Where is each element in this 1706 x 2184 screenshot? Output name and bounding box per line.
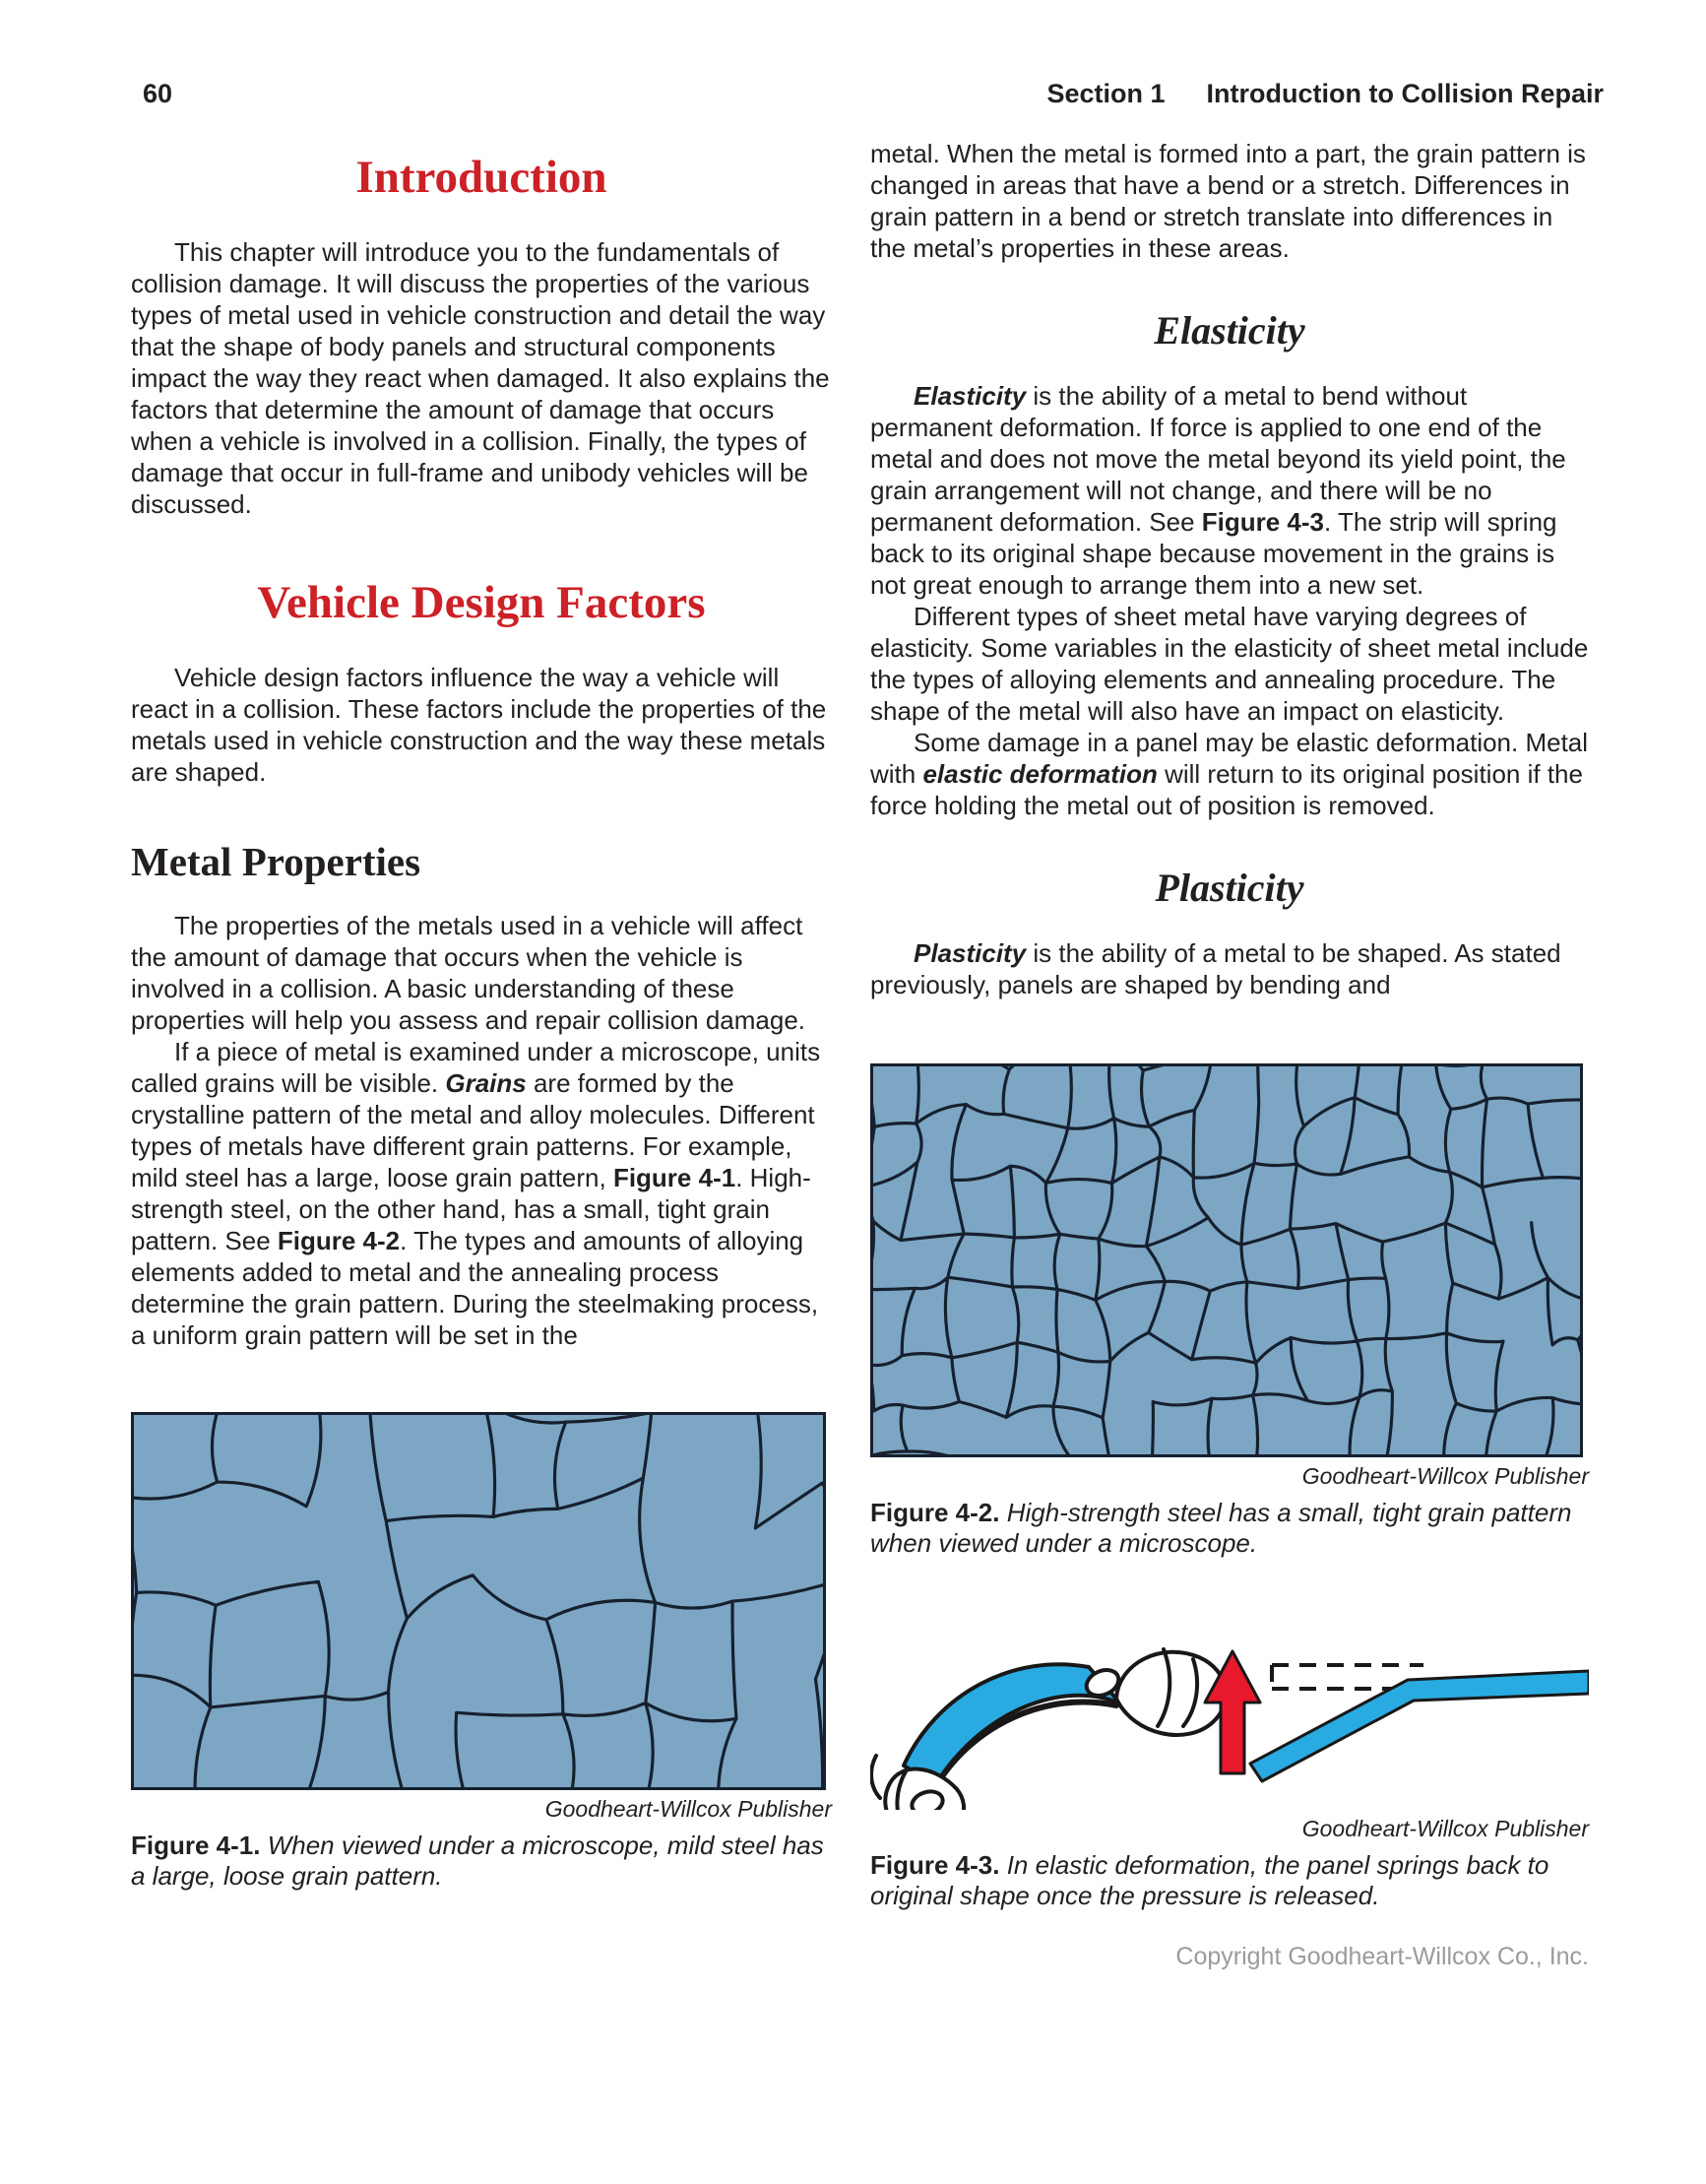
introduction-heading: Introduction bbox=[355, 152, 607, 203]
plasticity-paragraph: Plasticity is the ability of a metal to be shaped. As stated previously, panels are shaped by bending and bbox=[870, 938, 1561, 999]
vehicle-design-paragraph: Vehicle design factors influence the way a vehicle will react in a collision. These factors include the properties of the metals used in vehicle construction and the way these metals are shaped. bbox=[131, 663, 827, 787]
figure-4-1 bbox=[131, 1412, 832, 1892]
figure-4-3-caption: Figure 4-3. In elastic deformation, the panel springs back to original shape once the pressure is released. bbox=[870, 1850, 1549, 1910]
plasticity-heading: Plasticity bbox=[1155, 866, 1304, 910]
spring-back-diagram bbox=[1205, 1651, 1589, 1781]
page-number: 60 bbox=[143, 79, 173, 108]
section-header bbox=[1046, 79, 1604, 109]
figure-4-3-credit: Goodheart-Willcox Publisher bbox=[1301, 1816, 1589, 1841]
section-title: Introduction to Collision Repair bbox=[1206, 79, 1604, 108]
elasticity-heading: Elasticity bbox=[1154, 308, 1305, 353]
running-head bbox=[143, 79, 1604, 109]
high-strength-steel-grain-pattern-image bbox=[870, 1063, 1583, 1457]
figure-4-2-caption: Figure 4-2. High-strength steel has a small, tight grain pattern when viewed under a microscope. bbox=[870, 1498, 1572, 1558]
figure-4-1-caption: Figure 4-1. When viewed under a microscope, mild steel has a large, loose grain pattern. bbox=[131, 1831, 824, 1891]
elasticity-paragraph-3: Some damage in a panel may be elastic deformation. Metal with elastic deformation will return to its original position if the force holding the metal out of position is removed. bbox=[870, 728, 1589, 820]
figure-4-2 bbox=[870, 1063, 1589, 1559]
hands-bending-panel bbox=[871, 1649, 1226, 1810]
metal-properties-paragraph-2: If a piece of metal is examined under a microscope, units called grains will be visible. Grains are formed by the crystalline pattern of the metal and alloy molecules. Different types of metals have different grain patterns. For example, mild steel has a large, loose grain pattern, Figure 4-1. High-strength steel, on the other hand, has a small, tight grain pattern. See Figure 4-2. The types and amounts of alloying elements added to metal and the annealing process determine the grain pattern. During the steelmaking process, a uniform grain pattern will be set in the bbox=[131, 1037, 821, 1350]
elasticity-paragraph-2: Different types of sheet metal have varying degrees of elasticity. Some variables in the elasticity of sheet metal include the types of alloying elements and annealing procedure. The shape of the metal will also have an impact on elasticity. bbox=[870, 602, 1589, 726]
elastic-deformation-illustration bbox=[870, 1608, 1589, 1810]
elasticity-paragraph-1: Elasticity is the ability of a metal to bend without permanent deformation. If force is applied to one end of the metal and does not move the metal beyond its yield point, the grain arrangement will not change, and there will be no permanent deformation. See Figure 4-3. The strip will spring back to its original shape because movement in the grains is not great enough to arrange them into a new set. bbox=[870, 381, 1566, 600]
metal-properties-paragraph-1: The properties of the metals used in a vehicle will affect the amount of damage that occurs when the vehicle is involved in a collision. A basic understanding of these properties will help you assess and repair collision damage. bbox=[131, 911, 806, 1035]
continuation-paragraph: metal. When the metal is formed into a part, the grain pattern is changed in areas that have a bend or a stretch. Differences in grain pattern in a bend or stretch translate into differences in the metal’s properties in these areas. bbox=[870, 139, 1586, 263]
introduction-paragraph: This chapter will introduce you to the fundamentals of collision damage. It will discuss the properties of the various types of metal used in vehicle construction and detail the way that the shape of body panels and structural components impact the way they react when damaged. It also explains the factors that determine the amount of damage that occurs when a vehicle is involved in a collision. Finally, the types of damage that occur in full-frame and unibody vehicles will be discussed. bbox=[131, 237, 830, 519]
left-column bbox=[131, 138, 832, 1892]
figure-4-1-credit: Goodheart-Willcox Publisher bbox=[544, 1796, 832, 1822]
figure-4-3 bbox=[870, 1608, 1589, 1911]
metal-properties-heading: Metal Properties bbox=[131, 839, 421, 884]
vehicle-design-factors-heading: Vehicle Design Factors bbox=[257, 577, 706, 628]
section-label: Section 1 bbox=[1046, 79, 1166, 108]
mild-steel-grain-pattern-image bbox=[131, 1412, 826, 1790]
copyright-notice: Copyright Goodheart-Willcox Co., Inc. bbox=[1175, 1943, 1589, 1970]
figure-4-2-credit: Goodheart-Willcox Publisher bbox=[1301, 1463, 1589, 1489]
right-column bbox=[870, 138, 1589, 1972]
